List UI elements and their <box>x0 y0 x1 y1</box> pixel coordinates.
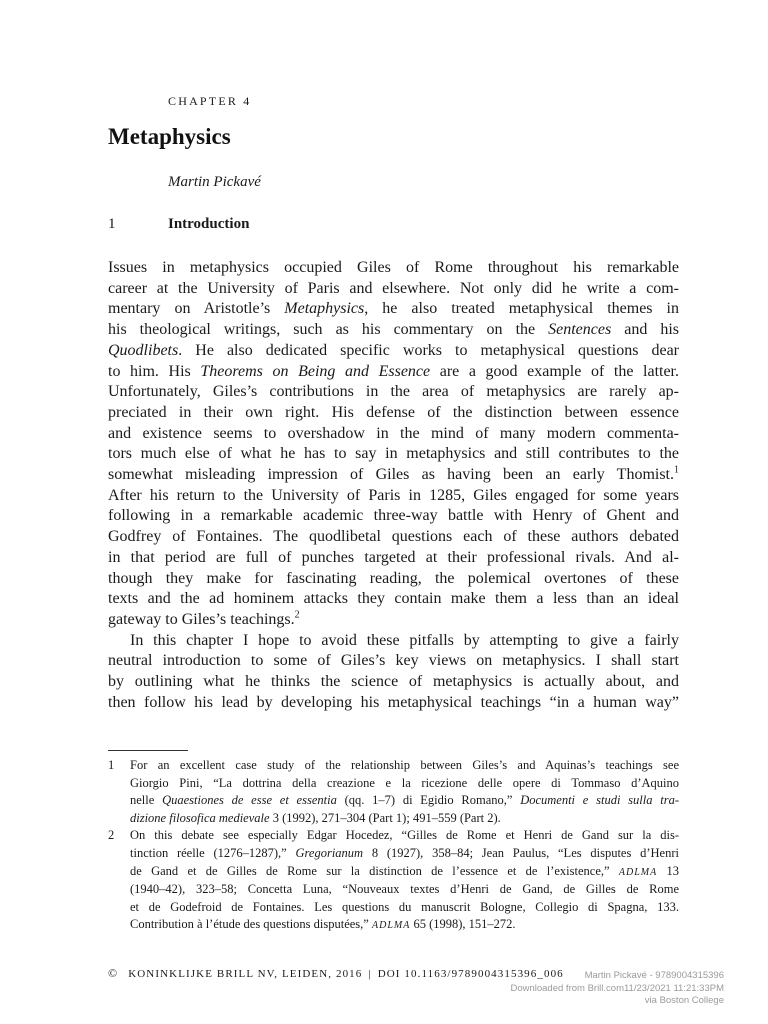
body-line: Godfrey of Fontaines. The quodlibetal questions each of these authors debated <box>108 528 679 546</box>
italic-text: Metaphysics <box>284 300 365 318</box>
chapter-title: Metaphysics <box>108 124 231 149</box>
body-line: Quodlibets. He also dedicated specific works to metaphysical questions dear <box>108 341 679 359</box>
body-line: After his return to the University of Paris in 1285, Giles engaged for some years <box>108 486 679 504</box>
footnote <box>108 757 679 827</box>
footnote <box>108 827 679 935</box>
body-text <box>108 258 679 713</box>
body-line: following in a remarkable academic three-way battle with Henry of Ghent and <box>108 507 679 525</box>
footnote-reference[interactable]: 2 <box>294 609 300 621</box>
doi: DOI 10.1163/9789004315396_006 <box>377 968 564 980</box>
footnote-line: nelle Quaestiones de esse et essentia (qq. 1–7) di Egidio Romano,” Documenti e studi sulla tra- <box>130 793 679 808</box>
italic-text: Gregorianum <box>295 845 364 860</box>
publisher: KONINKLIJKE BRILL NV, LEIDEN, 2016 <box>128 968 363 980</box>
italic-text: Documenti e studi sulla tra- <box>520 793 679 808</box>
watermark-line: Martin Pickavé - 9789004315396 <box>584 970 724 981</box>
author-name: Martin Pickavé <box>168 174 261 190</box>
body-line: and existence seems to overshadow in the mind of many modern commenta- <box>108 424 679 442</box>
journal-abbreviation: ADLMA <box>371 920 411 932</box>
body-line: to him. His Theorems on Being and Essence are a good example of the latter. <box>108 362 680 380</box>
body-line: gateway to Giles’s teachings.$^2$ <box>108 609 300 628</box>
body-line: tors much else of what he has to say in metaphysics and still contributes to the <box>108 445 679 463</box>
section-number: 1 <box>108 216 116 232</box>
chapter-label: CHAPTER 4 <box>168 94 252 108</box>
watermark-line: via Boston College <box>644 995 724 1006</box>
body-line: his theological writings, such as his commentary on the Sentences and his <box>108 321 679 339</box>
watermark-line: Downloaded from Brill.com11/23/2021 11:21:33PM <box>510 982 724 994</box>
body-line: somewhat misleading impression of Giles as having been an early Thomist.$^1$ <box>108 464 679 484</box>
body-line: though they make for fascinating reading, the polemical overtones of these <box>108 569 679 587</box>
footnote-number: 1 <box>108 758 115 772</box>
footnote-line: Contribution à l’étude des questions disputées,” ADLMA 65 (1998), 151–272. <box>130 917 516 932</box>
body-line: neutral introduction to some of Giles’s key views on metaphysics. I shall start <box>108 652 679 670</box>
footnote-line: et de Godefroid de Fontaines. Les questions du manuscrit Bologne, Collegio di Spagna, 133. <box>130 899 679 914</box>
body-line: by outlining what he thinks the science of metaphysics is actually about, and <box>108 673 679 691</box>
footnote-line: For an excellent case study of the relationship between Giles’s and Aquinas’s teachings see <box>130 758 679 772</box>
body-line: Unfortunately, Giles’s contributions in the area of metaphysics are rarely ap- <box>108 383 679 401</box>
body-line: In this chapter I hope to avoid these pitfalls by attempting to give a fairly <box>130 631 679 649</box>
italic-text: Sentences <box>548 321 612 339</box>
body-line: mentary on Aristotle’s Metaphysics, he also treated metaphysical themes in <box>108 300 680 318</box>
footnote-line: On this debate see especially Edgar Hocedez, “Gilles de Rome et Henri de Gand sur la dis- <box>130 828 679 843</box>
italic-text: Theorems on Being and Essence <box>200 362 431 380</box>
italic-text: Quodlibets <box>108 341 179 359</box>
italic-text: Quaestiones de esse et essentia <box>162 793 337 808</box>
download-watermark <box>510 970 724 1008</box>
body-line: Issues in metaphysics occupied Giles of Rome throughout his remarkable <box>108 259 679 276</box>
copyright-symbol: © <box>108 966 119 980</box>
footnote-line: Giorgio Pini, “La dottrina della creazione e la ricezione delle opere di Tommaso d’Aquino <box>130 775 679 790</box>
footnote-reference[interactable]: 1 <box>674 464 679 476</box>
footnotes <box>108 757 679 935</box>
body-line: in that period are full of punches targeted at their professional rivals. And al- <box>108 548 679 566</box>
journal-abbreviation: ADLMA <box>618 866 658 878</box>
footnote-line: de Gand et de Gilles de Rome sur la distinction de l’essence et de l’existence,” ADLMA 13 <box>130 863 679 878</box>
body-line: career at the University of Paris and elsewhere. Not only did he write a com- <box>108 279 679 297</box>
footnote-line: dizione filosofica medievale 3 (1992), 271–304 (Part 1); 491–559 (Part 2). <box>130 810 501 825</box>
footnote-line: (1940–42), 323–58; Concetta Luna, “Nouveaux textes d’Henri de Gand, de Gilles de Rome <box>130 882 679 897</box>
footnote-line: tinction réelle (1276–1287),” Gregorianum 8 (1927), 358–84; Jean Paulus, “Les disputes d’Henri <box>130 845 679 860</box>
italic-text: dizione filosofica medievale <box>130 810 270 825</box>
copyright-line <box>108 966 564 981</box>
footer-separator: | <box>368 968 372 980</box>
section-title: Introduction <box>168 216 250 232</box>
footnote-number: 2 <box>108 828 115 843</box>
footnote-divider <box>108 750 188 751</box>
body-line: preciated in their own right. His defense of the distinction between essence <box>108 403 679 421</box>
body-line: then follow his lead by developing his metaphysical teachings “in a human way” <box>108 693 679 711</box>
body-line: texts and the ad hominem attacks they contain make them a less than an ideal <box>108 590 679 608</box>
